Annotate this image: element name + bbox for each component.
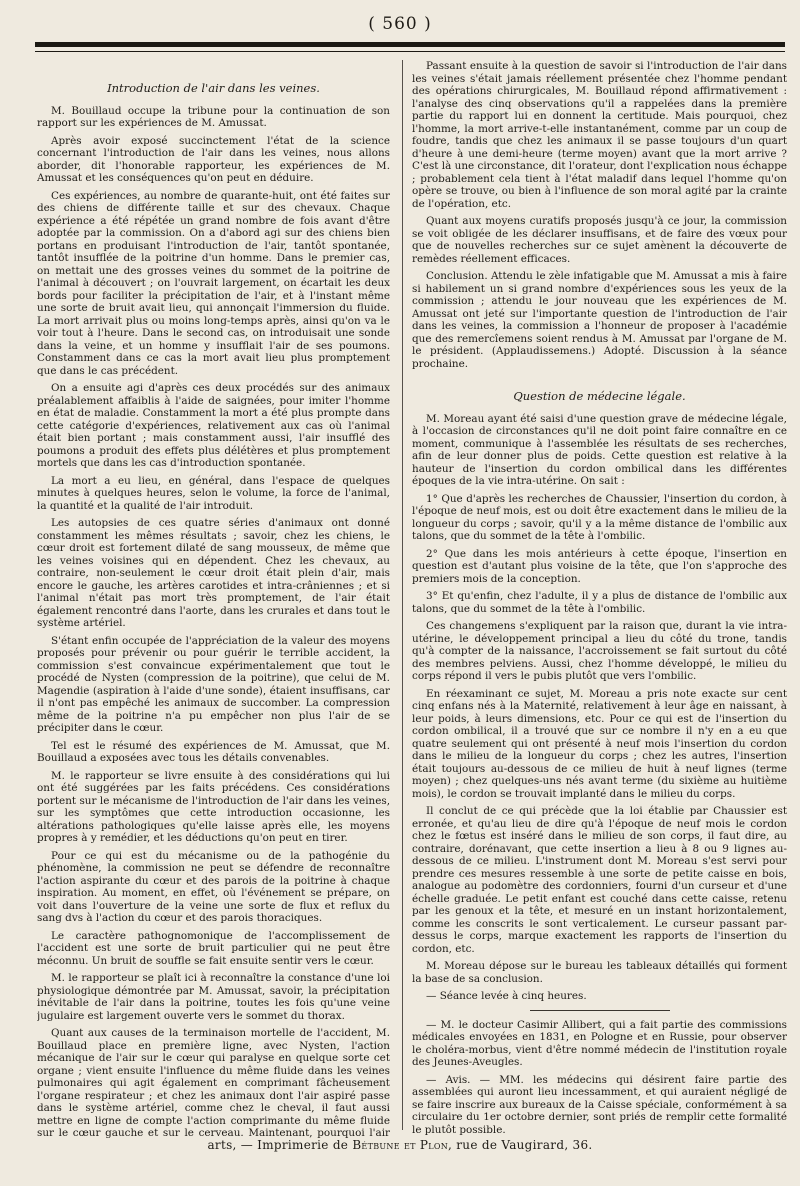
right-paragraphs-report (412, 60, 787, 370)
paragraph: Ces expériences, au nombre de quarante-huit, ont été faites sur des chiens de différente taille et sur des chevaux. Chaque expérience a été répétée un grand nombre de fois avant d'être adoptée par la commission. On a d'abord agi sur des chiens bien portans en produisant l'introduction de l'air, tantôt spontanée, tantôt insufflée de la poitrine d'un homme. Dans le premier cas, on mettait une des grosses veines du sommet de la poitrine de l'animal à découvert ; on l'ouvrait largement, on écartait les deux bords pour faciliter la précipitation de l'air, et à l'instant même une sorte de bruit avait lieu, qui annonçait l'immersion du fluide. La mort arrivait plus ou moins long-temps après, ainsi qu'on va le voir tout à l'heure. Dans le second cas, on introduisait une sonde dans la veine, et un homme y insufflait l'air de ses poumons. Constamment dans ce cas la mort avait lieu plus promptement que dans le cas précédent. (37, 189, 390, 377)
right-column (412, 60, 787, 1140)
paragraph: Passant ensuite à la question de savoir si l'introduction de l'air dans les veines s'était jamais réellement présentée chez l'homme pendant des opérations chirurgicales, M. Bouillaud répond affirmativement : l'analyse des cinq observations qu'il a rappelées dans la première partie du rapport lui en donnent la certitude. Mais pourquoi, chez l'homme, la mort arrive-t-elle instantanément, comme par un coup de foudre, tandis que chez les animaux il se passe toujours d'un quart d'heure à une demi-heure (terme moyen) avant que la mort arrive ? C'est là une circonstance, dit l'orateur, dont l'explication nous échappe ; probablement cela tient à l'état maladif dans lequel l'homme qu'on opère se trouve, ou bien à l'influence de son moral agité par la crainte de l'opération, etc. (412, 60, 787, 210)
paragraph: Quant aux causes de la terminaison mortelle de l'accident, M. Bouillaud place en première ligne, avec Nysten, l'action mécanique de l'air sur le cœur qui paralyse en quelque sorte cet organe ; vient ensuite l'influence du même fluide dans les veines pulmonaires qui agit également en comprimant fâcheusement l'organe respirateur ; et chez les animaux dont l'air aspiré passe dans le système artériel, comme chez le cheval, il faut aussi mettre en ligne de compte l'action comprimante du même fluide sur le cœur gauche et sur le cerveau. Maintenant, pourquoi l'air (37, 1027, 390, 1139)
paragraph: Conclusion. Attendu le zèle infatigable que M. Amussat a mis à faire si habilement un si grand nombre d'expériences sous les yeux de la commission ; attendu le jour nouveau que les expériences de M. Amussat ont jeté sur l'importante question de l'introduction de l'air dans les veines, la commission a l'honneur de proposer à l'académie que des remercîemens soient rendus à M. Amussat par l'organe de M. le président. (Applaudissemens.) Adopté. Discussion à la séance prochaine. (412, 270, 787, 370)
header-rule-thick (35, 42, 785, 47)
paragraph: M. Bouillaud occupe la tribune pour la continuation de son rapport sur les expériences de M. Amussat. (37, 104, 390, 129)
paragraph: Ces changemens s'expliquent par la raison que, durant la vie intra-utérine, le développement principal a lieu du côté du trone, tandis qu'à compter de la naissance, l'accroissement se fait surtout du côté des membres pelviens. Aussi, chez l'homme développé, le milieu du corps répond il vers le pubis plutôt que vers l'ombilic. (412, 620, 787, 682)
paragraph: M. Moreau ayant été saisi d'une question grave de médecine légale, à l'occasion de circonstances qu'il ne doit point faire connaître en ce moment, communique à l'assemblée les résultats de ses recherches, afin de leur donner plus de poids. Cette question est relative à la hauteur de l'insertion du cordon ombilical dans les différentes époques de la vie intra-utérine. On sait : (412, 412, 787, 487)
header-rule-thin (35, 51, 785, 52)
page-number: ( 560 ) (368, 14, 432, 34)
column-divider (402, 60, 403, 1130)
paragraph: — Séance levée à cinq heures. (426, 990, 587, 1002)
paragraph: Pour ce qui est du mécanisme ou de la pathogénie du phénomène, la commission ne peut se défendre de reconnaître l'action aspirante du cœur et des parois de la poitrine à chaque inspiration. Au moment, en effet, où l'événement se prépare, on voit dans l'ouverture de la veine une sorte de flux et reflux du sang dvs à l'action du cœur et des parois thoraciques. (37, 849, 390, 924)
paragraph: 3° Et qu'enfin, chez l'adulte, il y a plus de distance de l'ombilic aux talons, que du sommet de la tête à l'ombilic. (412, 590, 787, 615)
paragraph: 2° Que dans les mois antérieurs à cette époque, l'insertion en question est d'autant plus voisine de la tête, que l'on s'approche des premiers mois de la conception. (412, 547, 787, 585)
footer-tail: , rue de Vaugirard, 36. (448, 1138, 593, 1152)
paragraph: Il conclut de ce qui précède que la loi établie par Chaussier est erronée, et qu'au lieu de dire qu'à l'époque de neuf mois le cordon chez le fœtus est inséré dans le milieu de son corps, il faut dire, au contraire, dorénavant, que cette insertion a lieu à 8 ou 9 lignes au-dessous de ce milieu. L'instrument dont M. Moreau s'est servi pour prendre ces mesures ressemble à une sorte de petite caisse en bois, analogue au podomètre des cordonniers, fourni d'un curseur et d'une échelle graduée. Le petit enfant est couché dans cette caisse, retenu par les genoux et la tête, et mesuré en un instant horizontalement, comme les conscrits le sont verticalement. Le curseur passant par-dessus le corps, marque exactement les rapports de l'insertion du cordon, etc. (412, 805, 787, 955)
paragraph: M. le rapporteur se livre ensuite à des considérations qui lui ont été suggérées par les faits précédens. Ces considérations portent sur le mécanisme de l'introduction de l'air dans les veines, sur les symptômes que cette introduction occasionne, les altérations pathologiques qu'elle laisse après elle, les moyens propres à y remédier, et les déductions qu'on peut en tirer. (37, 769, 390, 844)
paragraph: On a ensuite agi d'après ces deux procédés sur des animaux préalablement affaiblis à l'aide de saignées, pour imiter l'homme en état de maladie. Constamment la mort a été plus prompte dans cette catégorie d'expériences, relativement aux cas où l'animal était bien portant ; mais constamment aussi, l'air insufflé des poumons a produit des effets plus délétères et plus promptement mortels que dans les cas d'introduction spontanée. (37, 382, 390, 469)
paragraph: M. le rapporteur se plaît ici à reconnaître la constance d'une loi physiologique démontrée par M. Amussat, savoir, la précipitation inévitable de l'air dans la poitrine, toutes les fois qu'une veine jugulaire est largement ouverte vers le sommet du thorax. (37, 972, 390, 1022)
paragraph: Après avoir exposé succinctement l'état de la science concernant l'introduction de l'air dans les veines, nous allons aborder, dit l'honorable rapporteur, les expériences de M. Amussat et les conséquences qu'on peut en déduire. (37, 134, 390, 184)
section-separator (530, 1010, 670, 1011)
paragraph: — Avis. — MM. les médecins qui désirent faire partie des assemblées qui auront lieu incessamment, et qui auraient négligé de se faire inscrire aux bureaux de la Caisse spéciale, conformément à sa circulaire du 1er octobre dernier, sont priés de remplir cette formalité le plutôt possible. (412, 1073, 787, 1136)
paragraph: Quant aux moyens curatifs proposés jusqu'à ce jour, la commission se voit obligée de les déclarer insuffisans, et de faire des vœux pour que de nouvelles recherches sur ce sujet amènent la découverte de remèdes réellement efficaces. (412, 215, 787, 265)
paragraph: Les autopsies de ces quatre séries d'animaux ont donné constamment les mêmes résultats ; savoir, chez les chiens, le cœur droit est fortement dilaté de sang mousseux, de même que les veines voisines qui en dépendent. Chez les chevaux, au contraire, non-seulement le cœur droit était plein d'air, mais encore le gauche, les artères carotides et intra-crâniennes ; et si l'animal n'était pas mort très promptement, de l'air était également rencontré dans l'aorte, dans les crurales et dans tout le système artériel. (37, 517, 390, 629)
right-paragraphs-notices (412, 1019, 787, 1141)
paragraph: Le caractère pathognomonique de l'accomplissement de l'accident est une sorte de bruit particulier qui ne peut être méconnu. Un bruit de souffle se fait ensuite sentir vers le cœur. (37, 929, 390, 967)
paragraph: 1° Que d'après les recherches de Chaussier, l'insertion du cordon, à l'époque de neuf mois, est ou doit être exactement dans le milieu de la longueur du corps ; savoir, qu'il y a la même distance de l'ombilic aux talons, que du sommet de la tête à l'ombilic. (412, 492, 787, 542)
paragraph: Tel est le résumé des expériences de M. Amussat, que M. Bouillaud a exposées avec tous les détails convenables. (37, 739, 390, 764)
printer-footer (0, 1138, 800, 1152)
section-heading-legal-medicine: Question de médecine légale. (513, 389, 686, 403)
paragraph: La mort a eu lieu, en général, dans l'espace de quelques minutes à quelques heures, selon le volume, la force de l'animal, la quantité et la qualité de l'air introduit. (37, 474, 390, 512)
paragraph: S'étant enfin occupée de l'appréciation de la valeur des moyens proposés pour prévenir ou pour guérir le terrible accident, la commission s'est convaincue expérimentalement que tout le procédé de Nysten (compression de la poitrine), que celui de M. Magendie (aspiration à l'aide d'une sonde), étaient insuffisans, car il n'ont pas empêché les animaux de succomber. La compression même de la poitrine n'a pu empêcher non plus l'air de se précipiter dans le cœur. (37, 634, 390, 734)
section-heading-air-veins: Introduction de l'air dans les veines. (107, 81, 320, 95)
left-column (37, 60, 390, 1140)
left-paragraphs (37, 105, 390, 1141)
right-paragraphs-legal (412, 413, 787, 1003)
paragraph: — M. le docteur Casimir Allibert, qui a fait partie des commissions médicales envoyées en 1831, en Pologne et en Russie, pour observer le choléra-morbus, vient d'être nommé médecin de l'institution royale des Jeunes-Aveugles. (412, 1018, 787, 1068)
paragraph: En réexaminant ce sujet, M. Moreau a pris note exacte sur cent cinq enfans nés à la Maternité, relativement à leur âge en naissant, à leur poids, à leurs dimensions, etc. Pour ce qui est de l'insertion du cordon ombilical, il a trouvé que sur ce nombre il n'y en a eu que quatre seulement qui ont présenté à neuf mois l'insertion du cordon dans le milieu de la longueur du corps ; chez les autres, l'insertion était toujours au-dessous de ce milieu de huit à neuf lignes (terme moyen) ; chez quelques-uns nés avant terme (du sixième au huitième mois), le cordon se trouvait implanté dans le milieu du corps. (412, 687, 787, 800)
footer-lead: arts, — Imprimerie de (207, 1138, 353, 1152)
paragraph: M. Moreau dépose sur le bureau les tableaux détaillés qui forment la base de sa conclusion. (412, 960, 787, 985)
footer-printer: Bétbune et Plon (352, 1138, 449, 1152)
